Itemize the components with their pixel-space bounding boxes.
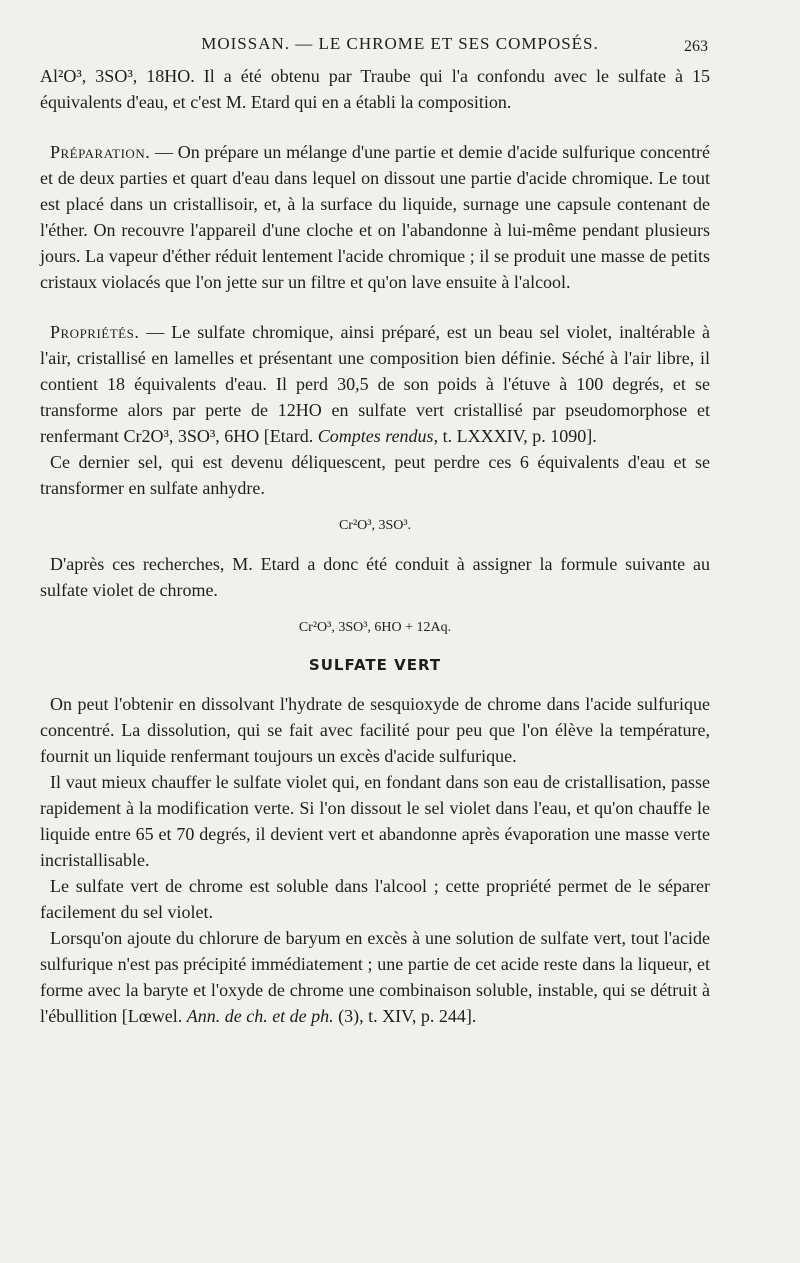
proprietes-label: Propriétés.: [50, 322, 140, 342]
formula-violet-sulfate: Cr²O³, 3SO³, 6HO + 12Aq.: [298, 620, 452, 635]
preparation-paragraph: [40, 139, 710, 295]
baryum-text: Lorsqu'on ajoute du chlorure de baryum en excès à une solution de sulfate vert, tout l'acide sulfurique n'est pas précipité immédiatement ; une partie de cet acide reste dans la liqueur, et forme avec la baryte et l'oxyde de chrome une combinaison soluble, instable, qui se détruit à l'ébullition [Lœwel.: [40, 928, 710, 1026]
formula-anhydrous-sulfate: Cr²O³, 3SO³.: [338, 518, 412, 533]
page-body: [40, 63, 710, 1029]
preparation-label: Préparation.: [50, 142, 151, 162]
page-number: 263: [684, 38, 708, 55]
section-title: SULFATE VERT: [308, 656, 442, 674]
proprietes-text: — Le sulfate chromique, ainsi préparé, est un beau sel violet, inaltérable à l'air, cristallisé en lamelles et présentant une composition bien définie. Séché à l'air libre, il contient 18 équivalents d'eau. Il perd 30,5 de son poids à l'étuve à 100 degrés, et se transforme alors par perte de 12HO en sulfate vert cristallisé par pseudomorphose et renfermant Cr2O³, 3SO³, 6HO [Etard.: [40, 322, 710, 446]
baryum-reference-title: Ann. de ch. et de ph.: [186, 1006, 334, 1026]
proprietes-continuation-paragraph: Ce dernier sel, qui est devenu déliquescent, peut perdre ces 6 équivalents d'eau et se transformer en sulfate anhydre.: [40, 452, 710, 498]
sulfate-vert-paragraph: Il vaut mieux chauffer le sulfate violet qui, en fondant dans son eau de cristallisation, passe rapidement à la modification verte. Si l'on dissout le sel violet dans l'eau, et qu'on chauffe le liquide entre 65 et 70 degrés, il devient vert et abandonne après évaporation une masse verte incristallisable.: [40, 772, 710, 870]
baryum-reference-tail: (3), t. XIV, p. 244].: [333, 1006, 477, 1026]
proprietes-reference-tail: , t. LXXXIV, p. 1090].: [433, 426, 597, 446]
running-head: MOISSAN. — LE CHROME ET SES COMPOSÉS.: [201, 34, 599, 53]
intro-continuation-paragraph: Al²O³, 3SO³, 18HO. Il a été obtenu par Traube qui l'a confondu avec le sulfate à 15 équivalents d'eau, et c'est M. Etard qui en a établi la composition.: [40, 66, 710, 112]
sulfate-vert-paragraph: Le sulfate vert de chrome est soluble dans l'alcool ; cette propriété permet de le séparer facilement du sel violet.: [40, 876, 710, 922]
etard-paragraph: D'après ces recherches, M. Etard a donc été conduit à assigner la formule suivante au sulfate violet de chrome.: [40, 554, 710, 600]
preparation-text: — On prépare un mélange d'une partie et demie d'acide sulfurique concentré et de deux parties et quart d'eau dans lequel on dissout une partie d'acide chromique. Le tout est placé dans un cristallisoir, et, à la surface du liquide, surnage une capsule contenant de l'éther. On recouvre l'appareil d'une cloche et on l'abandonne à lui-même pendant plusieurs jours. La vapeur d'éther réduit lentement l'acide chromique ; il se produit une masse de petits cristaux violacés que l'on jette sur un filtre et qu'on lave ensuite à l'alcool.: [40, 142, 710, 292]
proprietes-paragraph: [40, 319, 710, 449]
sulfate-vert-paragraph: On peut l'obtenir en dissolvant l'hydrate de sesquioxyde de chrome dans l'acide sulfurique concentré. La dissolution, qui se fait avec facilité pour peu que l'on élève la température, fournit un liquide renfermant toujours un excès d'acide sulfurique.: [40, 694, 710, 766]
page-header: [0, 34, 800, 58]
baryum-paragraph: [40, 925, 710, 1029]
proprietes-reference-title: Comptes rendus: [317, 426, 434, 446]
